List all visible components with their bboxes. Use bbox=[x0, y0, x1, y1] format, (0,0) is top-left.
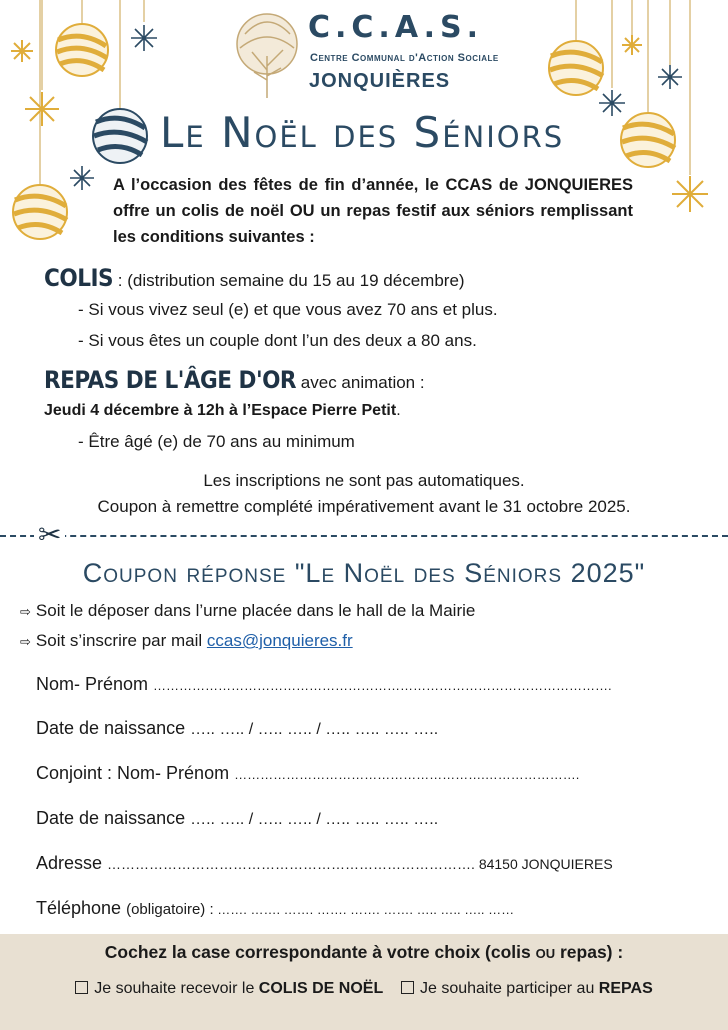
org-town: JONQUIÈRES bbox=[309, 70, 451, 92]
repas-when-text: Jeudi 4 décembre à 12h à l’Espace Pierre Petit bbox=[44, 402, 397, 419]
field-label: Conjoint : Nom- Prénom bbox=[36, 763, 235, 783]
choice-colis-strong: COLIS DE NOËL bbox=[258, 980, 384, 997]
cut-line bbox=[0, 535, 728, 537]
arrow-right-icon: ⇨ bbox=[20, 634, 31, 649]
field-date-naissance[interactable] bbox=[36, 718, 438, 739]
choice-heading bbox=[0, 942, 728, 963]
choice-repas-strong: REPAS bbox=[598, 980, 653, 997]
field-label-small: (obligatoire) : bbox=[126, 901, 214, 918]
field-dots: ……………………………………………………………………………………………. bbox=[153, 678, 612, 693]
field-label: Date de naissance bbox=[36, 718, 191, 738]
field-dots: ….. ….. / ….. ….. / ….. ….. ….. ….. bbox=[190, 721, 439, 738]
field-conjoint-nom-prenom[interactable] bbox=[36, 763, 579, 784]
colis-condition-2: - Si vous êtes un couple dont l’un des deux a 80 ans. bbox=[78, 331, 477, 350]
bauble-navy-icon bbox=[93, 109, 147, 163]
arrow-right-icon: ⇨ bbox=[20, 604, 31, 619]
coupon-option-1 bbox=[20, 601, 475, 621]
bauble-gold-icon bbox=[621, 113, 675, 167]
repas-section-heading bbox=[44, 366, 425, 394]
page-title: Le Noël des Séniors bbox=[160, 108, 565, 157]
choice-options bbox=[0, 980, 728, 998]
org-full-name: Centre Communal d'Action Sociale bbox=[310, 52, 499, 64]
ccas-tree-logo bbox=[237, 14, 297, 98]
bauble-gold-icon bbox=[549, 41, 603, 95]
repas-detail: avec animation : bbox=[296, 373, 425, 392]
email-link[interactable]: ccas@jonquieres.fr bbox=[206, 631, 353, 650]
field-label: Adresse bbox=[36, 853, 108, 873]
colis-heading: COLIS bbox=[44, 264, 114, 292]
field-telephone[interactable] bbox=[36, 898, 514, 919]
field-conjoint-date-naissance[interactable] bbox=[36, 808, 438, 829]
coupon-option-1-text: Soit le déposer dans l’urne placée dans le hall de la Mairie bbox=[35, 601, 476, 620]
field-label: Date de naissance bbox=[36, 808, 191, 828]
checkbox-repas[interactable] bbox=[401, 980, 653, 997]
checkbox-colis[interactable] bbox=[75, 980, 383, 997]
bauble-gold-icon bbox=[56, 24, 108, 76]
field-dots: ……. ……. ……. ……. ……. ……. ….. ….. ….. …… bbox=[213, 902, 515, 917]
choice-heading-end: repas) : bbox=[555, 942, 624, 962]
field-label: Téléphone bbox=[36, 898, 127, 918]
field-dots: ………………………………………………….…………………. bbox=[234, 767, 580, 782]
repas-condition: - Être âgé (e) de 70 ans au minimum bbox=[78, 432, 355, 451]
colis-detail: : (distribution semaine du 15 au 19 décembre) bbox=[113, 271, 465, 290]
choice-heading-text: Cochez la case correspondante à votre choix (colis bbox=[104, 942, 536, 962]
field-adresse[interactable] bbox=[36, 853, 613, 874]
field-label: Nom- Prénom bbox=[36, 674, 154, 694]
choice-colis-text: Je souhaite recevoir le bbox=[94, 980, 259, 997]
repas-when bbox=[44, 402, 401, 420]
coupon-option-2 bbox=[20, 631, 353, 651]
org-acronym: C.C.A.S. bbox=[308, 10, 483, 45]
checkbox-icon[interactable] bbox=[401, 981, 414, 994]
coupon-option-2-text: Soit s’inscrire par mail bbox=[35, 631, 207, 650]
field-nom-prenom[interactable] bbox=[36, 674, 612, 695]
checkbox-icon[interactable] bbox=[75, 981, 88, 994]
colis-section-heading bbox=[44, 264, 465, 292]
choice-heading-or: OU bbox=[535, 946, 556, 961]
intro-paragraph: A l’occasion des fêtes de fin d’année, le CCAS de JONQUIERES offre un colis de noël OU un repas festif aux séniors remplissant les conditions suivantes : bbox=[113, 176, 633, 246]
colis-condition-1: - Si vous vivez seul (e) et que vous avez 70 ans et plus. bbox=[78, 300, 498, 319]
field-dots: ……………………………………………………………………. 84150 JONQUIERES bbox=[107, 856, 613, 872]
repas-heading: REPAS DE L'ÂGE D'OR bbox=[44, 366, 297, 394]
note-line-2: Coupon à remettre complété impérativement avant le 31 octobre 2025. bbox=[97, 497, 631, 516]
repas-when-end: . bbox=[396, 402, 401, 419]
bauble-gold-icon bbox=[13, 185, 67, 239]
scissors-icon: ✂ bbox=[34, 521, 65, 549]
field-dots: ….. ….. / ….. ….. / ….. ….. ….. ….. bbox=[190, 811, 439, 828]
choice-repas-text: Je souhaite participer au bbox=[420, 980, 599, 997]
note-line-1: Les inscriptions ne sont pas automatiques. bbox=[203, 471, 525, 490]
coupon-title: Coupon réponse "Le Noël des Séniors 2025" bbox=[82, 558, 646, 588]
